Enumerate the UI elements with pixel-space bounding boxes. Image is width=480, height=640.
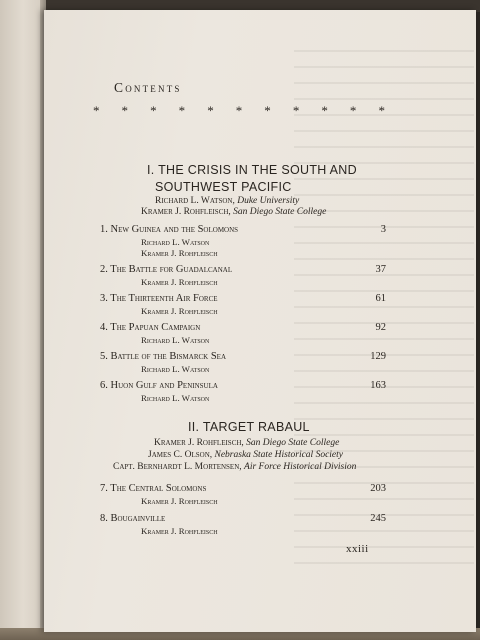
part-1-author-2 — [141, 207, 326, 217]
page-number: 3 — [380, 224, 386, 235]
chapter-author: Kramer J. Rohfleisch — [141, 277, 218, 287]
page-number: 129 — [370, 351, 386, 362]
author-affiliation: San Diego State College — [233, 207, 327, 217]
chapter-author: Kramer J. Rohfleisch — [141, 248, 218, 258]
star-ornament: * — [349, 103, 357, 118]
chapter-author: Richard L. Watson — [141, 237, 210, 247]
star-ornament: * — [264, 103, 271, 118]
author-name: Kramer J. Rohfleisch, — [141, 207, 231, 217]
part-1-title-line-1: I. THE CRISIS IN THE SOUTH AND — [147, 163, 357, 177]
part-1-title-line-2: SOUTHWEST PACIFIC — [155, 180, 292, 194]
star-ornament: * — [150, 103, 157, 118]
chapter-author: Richard L. Watson — [141, 335, 210, 345]
star-ornament: * — [207, 103, 214, 118]
left-page-edge — [0, 0, 42, 640]
page-number: 37 — [375, 264, 386, 275]
author-name: Richard L. Watson, — [155, 196, 235, 206]
chapter-author: Richard L. Watson — [141, 393, 210, 403]
page-folio: xxiii — [346, 543, 369, 555]
star-ornament: * — [321, 103, 328, 118]
page-number: 61 — [375, 293, 386, 304]
star-ornament: * — [93, 103, 100, 118]
star-ornament: * — [235, 103, 243, 118]
author-name: Capt. Bernhardt L. Mortensen, — [113, 462, 242, 472]
author-name: Kramer J. Rohfleisch, — [154, 438, 244, 448]
chapter-title: 8. Bougainville — [100, 513, 166, 524]
chapter-author: Kramer J. Rohfleisch — [141, 526, 218, 536]
chapter-title: 4. The Papuan Campaign — [100, 322, 201, 333]
page-number: 245 — [370, 513, 386, 524]
contents-heading: Contents — [114, 80, 182, 95]
part-2-author-2 — [148, 450, 343, 460]
page-number: 92 — [375, 322, 386, 333]
chapter-title: 3. The Thirteenth Air Force — [100, 293, 218, 304]
chapter-title: 6. Huon Gulf and Peninsula — [100, 380, 218, 391]
author-affiliation: Nebraska State Historical Society — [214, 450, 343, 460]
chapter-title: 1. New Guinea and the Solomons — [100, 224, 239, 235]
page-number: 163 — [370, 380, 386, 391]
author-affiliation: San Diego State College — [246, 438, 340, 448]
author-affiliation: Duke University — [237, 196, 300, 206]
chapter-title: 2. The Battle for Guadalcanal — [100, 264, 233, 275]
chapter-title: 7. The Central Solomons — [100, 483, 207, 494]
part-1-author-1 — [155, 196, 299, 206]
star-ornament: * — [292, 103, 300, 118]
chapter-title: 5. Battle of the Bismarck Sea — [100, 351, 227, 362]
part-2-author-3 — [113, 462, 356, 472]
author-name: James C. Olson, — [148, 450, 213, 460]
author-affiliation: Air Force Historical Division — [244, 462, 357, 472]
chapter-author: Kramer J. Rohfleisch — [141, 496, 218, 506]
chapter-author: Richard L. Watson — [141, 364, 210, 374]
star-ornament-row — [93, 104, 385, 117]
star-ornament: * — [378, 103, 385, 118]
chapter-author: Kramer J. Rohfleisch — [141, 306, 218, 316]
part-2-author-1 — [154, 438, 339, 448]
star-ornament: * — [121, 103, 129, 118]
star-ornament: * — [178, 103, 186, 118]
part-2-title: II. TARGET RABAUL — [188, 420, 310, 434]
page-number: 203 — [370, 483, 386, 494]
